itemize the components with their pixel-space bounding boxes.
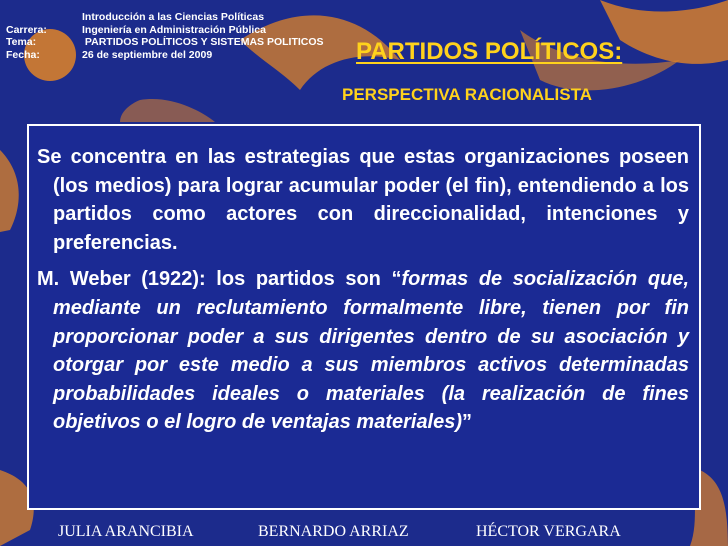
decorative-leaf xyxy=(0,150,19,232)
course-info xyxy=(6,11,324,61)
author-julia-arancibia: JULIA ARANCIBIA xyxy=(58,523,194,540)
weber-citation: M. Weber (1922): los partidos son “ xyxy=(37,268,402,291)
date-value: 26 de septiembre del 2009 xyxy=(82,48,213,61)
author-hector-vergara: HÉCTOR VERGARA xyxy=(476,523,621,540)
course-label-spacer xyxy=(6,11,82,24)
slide-subtitle: PERSPECTIVA RACIONALISTA xyxy=(342,85,592,104)
authors-footer xyxy=(0,518,728,546)
paragraph-weber-definition xyxy=(37,265,689,437)
course-name: Introducción a las Ciencias Políticas xyxy=(82,11,265,23)
content-box xyxy=(27,124,701,510)
author-bernardo-arriaz: BERNARDO ARRIAZ xyxy=(258,523,409,540)
weber-quote: formas de socialización que, mediante un reclutamiento formalmente libre, tienen por fin proporcionar poder a sus dirigentes dentro de su asociación y otorgar por este medio a sus miembros activos determinadas probabilidades ideales o materiales (la realización de fines objetivos o el logro de ventajas materiales) xyxy=(53,268,690,434)
decorative-leaf xyxy=(120,99,215,122)
paragraph-rational-strategy: Se concentra en las estrategias que estas organizaciones poseen (los medios) para lograr acumular poder (el fin), entendiendo a los partidos como actores con direccionalidad, intenciones y preferencias. xyxy=(37,146,689,254)
topic-label: Tema: xyxy=(6,36,37,48)
closing-quote-mark: ” xyxy=(462,411,473,434)
career-label: Carrera: xyxy=(6,23,47,36)
career-value: Ingeniería en Administración Pública xyxy=(82,23,266,36)
topic-value: PARTIDOS POLÍTICOS Y SISTEMAS POLITICOS xyxy=(82,36,324,48)
date-label: Fecha: xyxy=(6,48,40,61)
slide-title: PARTIDOS POLÍTICOS: xyxy=(356,38,623,65)
